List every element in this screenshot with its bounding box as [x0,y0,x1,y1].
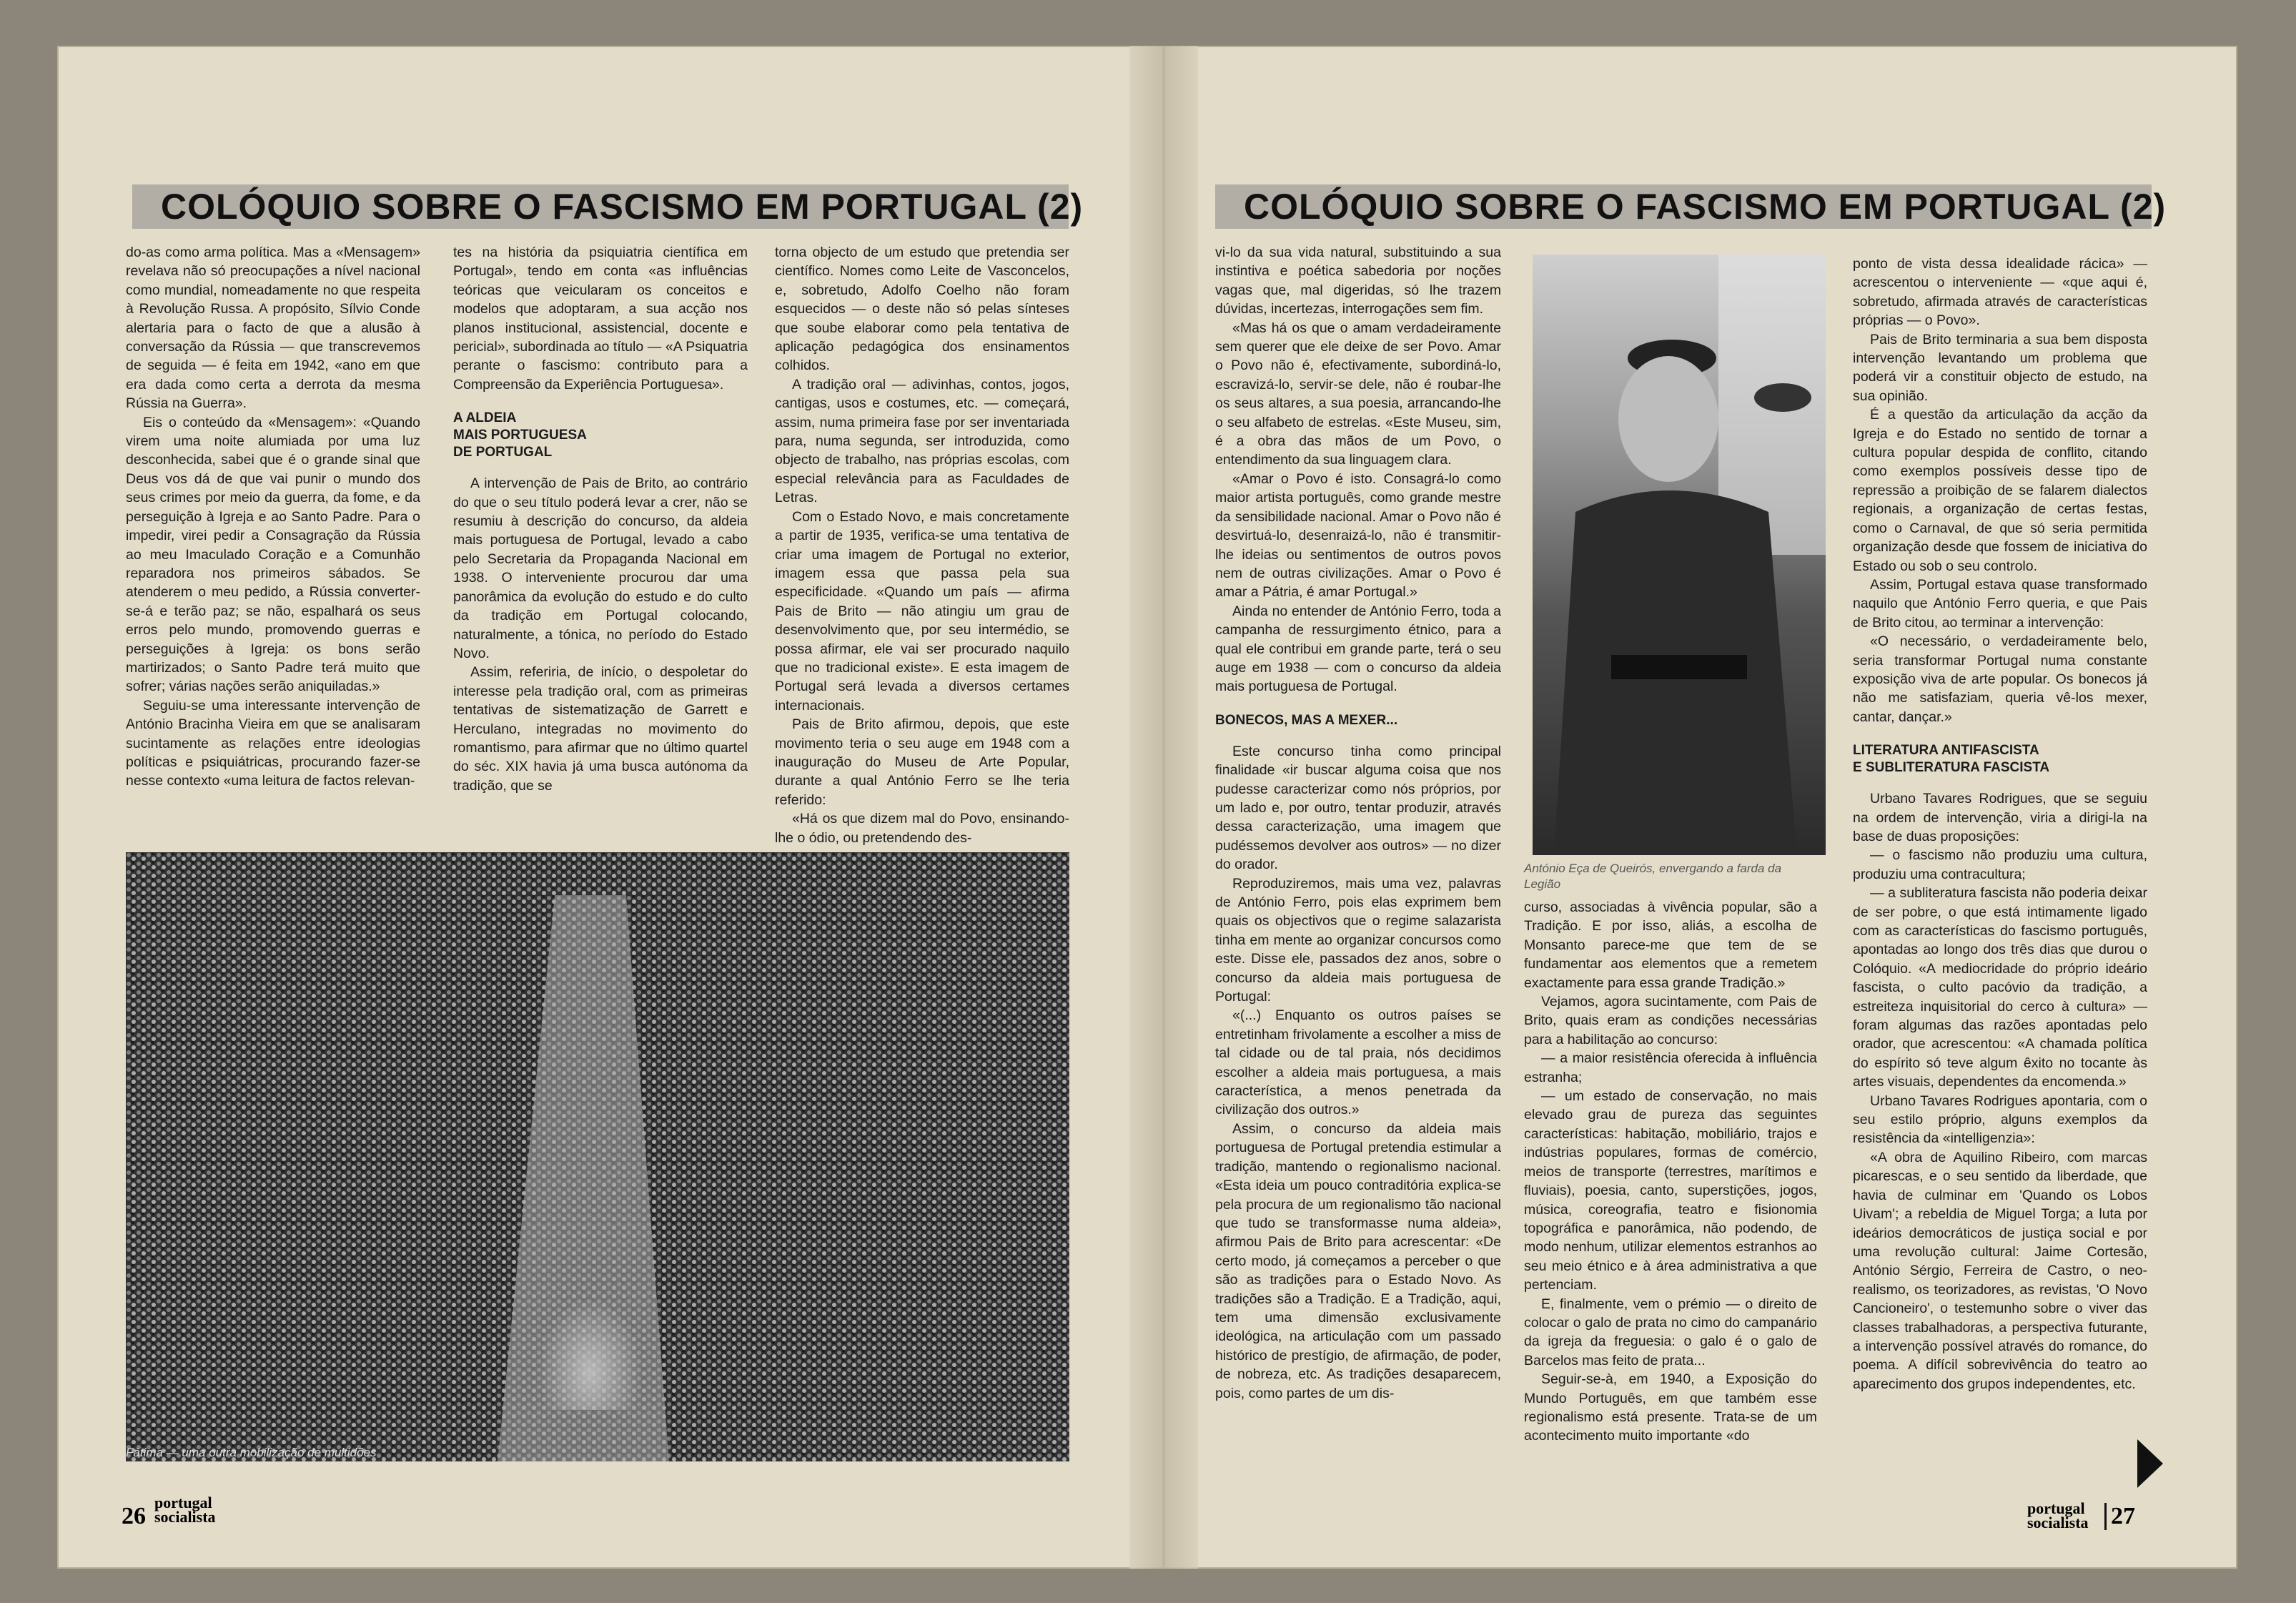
paragraph: Assim, referiria, de início, o despoletar do interesse pela tradição oral, com as primeiras tentativas de sistematização de Garrett e Herculano, integradas no movimento do romantismo, para afirmar que no último quartel do séc. XIX havia já uma busca autónoma da tradição, que se [453,664,748,794]
paragraph: Seguiu-se uma interessante intervenção de António Bracinha Vieira em que se analisaram sucintamente as relações entre ideologias políticas e psiquiátricas, procurando fazer-se nesse contexto «uma leitura de factos relevan- [126,697,420,789]
paragraph: vi-lo da sua vida natural, substituindo a sua instintiva e poética sabedoria por noções vagas que, mal digeridas, só lhe trazem dúvidas, incertezas, interrogações sem fim. [1215,245,1501,317]
left-masthead-line2: socialista [154,1508,216,1526]
soldier-photo [1533,255,1826,855]
spine-gutter [1129,46,1198,1569]
right-masthead [2027,1501,2089,1530]
paragraph: A tradição oral — adivinhas, contos, jogos, cantigas, usos e costumes, etc. — começará, assim, numa primeira fase por ser inventariada para, numa segunda, ser introduzida, como objecto de trabalho, nas próprias escolas, com especial relevância para as Faculdades de Letras. [775,376,1069,506]
crowd-photo-art [126,852,1069,1461]
paragraph: Pais de Brito afirmou, depois, que este movimento teria o seu auge em 1948 com a inauguração do Museu de Arte Popular, durante a qual António Ferro se lhe teria referido: [775,716,1069,808]
paragraph: A intervenção de Pais de Brito, ao contrário do que o seu título poderá levar a crer, não se resumiu à descrição do concurso, da aldeia mais portuguesa de Portugal, levado a cabo pelo Secretaria da Propaganda Nacional em 1938. O interveniente procurou dar uma panorâmica da evolução do estudo e do culto da tradição em Portugal colocando, naturalmente, a tónica, no período do Estado Novo. [453,475,748,661]
paragraph: Pais de Brito terminaria a sua bem disposta intervenção levantando um problema que poderá vir a constituir objecto de estudo, na sua opinião. [1853,331,2147,404]
section-heading-literatura: LITERATURA ANTIFASCISTA E SUBLITERATURA FASCISTA [1853,743,2050,776]
paragraph: «Há os que dizem mal do Povo, ensinando-lhe o ódio, ou pretendendo des- [775,811,1069,845]
paragraph: — a maior resistência oferecida à influência estranha; [1524,1050,1817,1085]
right-page-number: 27 [2104,1503,2135,1530]
paragraph: Urbano Tavares Rodrigues apontaria, com o seu estilo próprio, alguns exemplos da resistência da «intelligenzia»: [1853,1092,2147,1147]
left-column-2 [453,243,748,845]
paragraph: do-as como arma política. Mas a «Mensagem» revelava não só preocupações a nível nacional como mundial, nomeadamente no que respeita à Revolução Russa. A propósito, Sílvio Conde alertaria para o facto de que a alusão à conversação da Rússia — que transcrevemos de seguida — é feita em 1942, «ano em que era dada como certa a derrota da mesma Rússia na Guerra». [126,245,420,412]
paragraph: Urbano Tavares Rodrigues, que se seguiu na ordem de intervenção, viria a dirigi-la na base de duas proposições: [1853,791,2147,844]
soldier-photo-caption: António Eça de Queirós, envergando a farda da Legião [1524,862,1782,891]
paragraph: Ainda no entender de António Ferro, toda a campanha de ressurgimento étnico, para a qual ele contribui em grande parte, terá o seu auge em 1938 — com o concurso da aldeia mais portuguesa de Portugal. [1215,603,1501,695]
right-column-2 [1524,898,1817,1486]
paragraph: tes na história da psiquiatria científica em Portugal», tendo em conta «as influências teóricas que veicularam os conceitos e modelos que adoptaram, a sua acção nos planos institucional, assistencial, docente e pericial», subordinada ao título — «A Psiquatria perante o fascismo: contributo para a Compreensão da Experiência Portuguesa». [453,245,748,393]
left-page-number: 26 [122,1503,146,1529]
paragraph: «Amar o Povo é isto. Consagrá-lo como maior artista português, como grande mestre da sensibilidade nacional. Amar o Povo não é desvirtuá-lo, desenraizá-lo, não é transmitir-lhe ideias ou sentimentos de outros povos nem de outras civilizações. Amar o Povo é amar a Pátria, é amar Portugal.» [1215,470,1501,601]
paragraph: Seguir-se-à, em 1940, a Exposição do Mundo Português, em que também esse regionalismo está presente. Trata-se de um acontecimento muito importante «do [1524,1371,1817,1444]
crowd-photo [126,852,1069,1461]
paragraph: Assim, Portugal estava quase transformado naquilo que António Ferro queria, e que Pais de Brito citou, ao terminar a intervenção: [1853,576,2147,631]
paragraph: — um estado de conservação, no mais elevado grau de pureza das seguintes características: habitação, mobiliário, trajos e indústrias populares, formas de comércio, meios de transporte (terrestres, marítimos e fluviais), poesia, canto, superstições, jogos, música, coreografia, teatro e fisionomia topográfica e panorâmica, não podendo, de modo nenhum, utilizar elementos estranhos ao seu meio étnico e à área administrativa a que pertenciam. [1524,1088,1817,1293]
paragraph: — a subliteratura fascista não poderia deixar de ser pobre, o que está intimamente ligado com as características do fascismo português, apontadas ao longo dos três dias que durou o Colóquio. «A mediocridade do próprio ideário fascista, o culto pacóvio da tradição, a estreiteza inquisitorial do cerco à cultura» — foram algumas das razões apontadas pelo orador, que acrescentou: «A chamada política do espírito só teve algum êxito no tocante às artes visuais, dependentes da encomenda.» [1853,885,2147,1090]
paragraph: «Mas há os que o amam verdadeiramente sem querer que ele deixe de ser Povo. Amar o Povo não é, efectivamente, subordiná-lo, escravizá-lo, servir-se dele, não é roubar-lhe os seus altares, a sua poesia, arrancando-lhe o seu alfabeto de estrelas. «Este Museu, sim, é a obra das mãos de um Povo, o entendimento da sua linguagem clara. [1215,320,1501,468]
crowd-photo-caption: Fátima — uma outra mobilização de multidões [126,1446,377,1459]
paragraph: «O necessário, o verdadeiramente belo, seria transformar Portugal numa constante exposição viva de arte popular. Os bonecos já não me satisfaziam, queria vê-los mexer, cantar, dançar.» [1853,633,2147,725]
left-column-3 [775,243,1069,845]
paragraph: «A obra de Aquilino Ribeiro, com marcas picarescas, e o seu sentido da liberdade, que havia de culminar em 'Quando os Lobos Uivam'; a rebeldia de Miguel Torga; a luta por ideários democráticos de justiça social e por uma revolução cultural: Jaime Cortesão, António Sérgio, Ferreira de Castro, o neo-realismo, os teorizadores, as revistas, 'O Novo Cancioneiro', o testemunho sobre o viver das classes trabalhadoras, a perspectiva futurante, a intervenção possível através do romance, do poema. A difícil sobrevivência do teatro ao aparecimento dos grupos independentes, etc. [1853,1149,2147,1392]
right-column-3 [1853,255,2147,1486]
left-masthead [154,1496,216,1524]
left-header-bar [132,184,1084,229]
soldier-photo-art [1533,255,1826,855]
paragraph: «(...) Enquanto os outros países se entretinham frivolamente a escolher a miss de tal cidade ou de tal praia, nós decidimos escolher a aldeia mais portuguesa, a mais característica, a menos penetrada da civilização dos outros.» [1215,1007,1501,1118]
paragraph: ponto de vista dessa idealidade rácica» — acrescentou o interveniente — «que aqui é, sobretudo, afirmada através de características próprias — o Povo». [1853,256,2147,329]
left-header-title: COLÓQUIO SOBRE O FASCISMO EM PORTUGAL (2) [161,187,1084,227]
section-heading-bonecos: BONECOS, MAS A MEXER... [1215,712,1398,728]
paragraph: Este concurso tinha como principal finalidade «ir buscar alguma coisa que nos pudesse caracterizar como nós próprios, por um lado e, por outro, tentar produzir, através dessa caracterização, uma imagem que pudéssemos devolver aos outros» — no dizer do orador. [1215,743,1501,873]
continue-arrow-icon [2137,1439,2163,1488]
paragraph: Eis o conteúdo da «Mensagem»: «Quando virem uma noite alumiada por uma luz desconhecida, sabei que é o grande sinal que Deus vos dá de que vai punir o mundo dos seus crimes por meio da guerra, da fome, e da perseguição à Igreja e ao Santo Padre. Para o impedir, virei pedir a Consagração da Rússia ao meu Imaculado Coração e a Comunhão reparadora nos primeiros sábados. Se atenderem o meu pedido, a Rússia converter-se-á e terão paz; se não, espalhará os seus erros pelo mundo, promovendo guerras e perseguições à Igreja: os bons serão martirizados; o Santo Padre terá muito que sofrer; várias nações serão aniquiladas.» [126,414,420,695]
paragraph: E, finalmente, vem o prémio — o direito de colocar o galo de prata no cimo do campanário da igreja da freguesia: o galo é o galo de Barcelos mas feito de prata... [1524,1296,1817,1368]
section-heading-aldeia: A ALDEIA MAIS PORTUGUESA DE PORTUGAL [453,410,587,460]
paragraph: Assim, o concurso da aldeia mais portuguesa de Portugal pretendia estimular a tradição, mantendo o regionalismo nacional. «Esta ideia um pouco contraditória explica-se pela procura de um regionalismo tão nacional que tudo se transformasse numa aldeia», afirmou Pais de Brito para acrescentar: «De certo modo, já começamos a perceber o que são as tradições para o Estado Novo. As tradições são a Tradição. E a Tradição, aqui, tem uma dimensão exclusivamente ideológica, na articulação com um passado histórico de prestígio, de afirmação, de poder, de nobreza, etc. As tradições desaparecem, pois, como partes de um dis- [1215,1120,1501,1401]
left-column-1 [126,243,420,845]
right-masthead-line1: portugal [2027,1499,2085,1517]
paragraph: curso, associadas à vivência popular, são a Tradição. E por isso, aliás, a escolha de Monsanto parece-me que tem de se fundamentar aos elementos que a remetem exactamente para essa grande Tradição.» [1524,899,1817,991]
paragraph: — o fascismo não produziu uma cultura, produziu uma contracultura; [1853,847,2147,882]
paragraph: É a questão da articulação da acção da Igreja e do Estado no sentido de tornar a cultura popular despida de conflito, citando como exemplos possíveis desse tipo de repressão a proibição de se falarem dialectos regionais, a organização de certas festas, como o Carnaval, de que só seria permitida organização desde que fossem de iniciativa do Estado ou sob o seu controlo. [1853,407,2147,574]
paragraph: Reproduziremos, mais uma vez, palavras de António Ferro, pois elas exprimem bem quais os objectivos que o regime salazarista tinha em mente ao organizar concursos como este. Disse ele, passados dez anos, sobre o concurso da aldeia mais portuguesa de Portugal: [1215,875,1501,1005]
left-masthead-line1: portugal [154,1494,212,1511]
right-header-title: COLÓQUIO SOBRE O FASCISMO EM PORTUGAL (2) [1244,187,2167,227]
paragraph: torna objecto de um estudo que pretendia ser científico. Nomes como Leite de Vasconcelos, e, sobretudo, Adolfo Coelho não foram esquecidos — o deste não só pelas sínteses que soube elaborar como pela tentativa de aplicação pedagógica dos ensinamentos colhidos. [775,245,1069,374]
right-masthead-line2: socialista [2027,1514,2089,1532]
paragraph: Vejamos, agora sucintamente, com Pais de Brito, quais eram as condições necessárias para a habilitação ao concurso: [1524,994,1817,1047]
right-header-bar [1215,184,2167,229]
paragraph: Com o Estado Novo, e mais concretamente a partir de 1935, verifica-se uma tentativa de criar uma imagem de Portugal no exterior, imagem essa que passa pela sua especificidade. «Quando um país — afirma Pais de Brito — não atingiu um grau de desenvolvimento que, por seu intermédio, se possa afirmar, ele vai ser procurado naquilo que no tradicional existe». E esta imagem de Portugal será levada a diversos certames internacionais. [775,508,1069,714]
right-column-1 [1215,243,1501,1487]
